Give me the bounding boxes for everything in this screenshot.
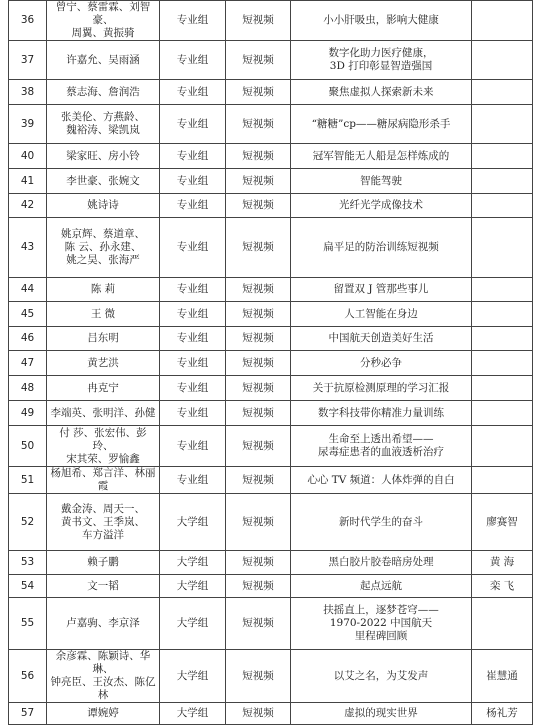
row-group: 专业组 [160, 467, 226, 494]
row-advisor [472, 467, 533, 494]
row-type: 短视频 [226, 351, 291, 376]
row-authors: 文一韬 [47, 575, 160, 598]
row-authors: 李世豪、张婉文 [47, 169, 160, 194]
row-title: 智能驾驶 [291, 169, 472, 194]
row-group: 专业组 [160, 426, 226, 467]
table-row [9, 494, 533, 551]
row-type: 短视频 [226, 1, 291, 41]
row-title: 扶摇直上，逐梦苍穹—— 1970-2022 中国航天 里程碑回顾 [291, 598, 472, 650]
table-row [9, 376, 533, 401]
row-title: 留置双 J 管那些事儿 [291, 278, 472, 302]
row-type: 短视频 [226, 494, 291, 551]
row-title: 分秒必争 [291, 351, 472, 376]
table-row [9, 302, 533, 327]
row-group: 专业组 [160, 327, 226, 351]
row-title: 虚拟的现实世界 [291, 703, 472, 725]
table-row [9, 194, 533, 218]
row-group: 专业组 [160, 169, 226, 194]
row-title: 新时代学生的奋斗 [291, 494, 472, 551]
row-number: 37 [9, 41, 47, 80]
row-authors: 陈 莉 [47, 278, 160, 302]
row-title: 生命至上透出希望—— 尿毒症患者的血液透析治疗 [291, 426, 472, 467]
row-group: 专业组 [160, 401, 226, 426]
table-row [9, 327, 533, 351]
row-title: 数字化助力医疗健康， 3D 打印彰显智造强国 [291, 41, 472, 80]
row-title: 人工智能在身边 [291, 302, 472, 327]
row-advisor: 栾 飞 [472, 575, 533, 598]
row-number: 55 [9, 598, 47, 650]
row-type: 短视频 [226, 327, 291, 351]
row-authors: 余彦霖、陈颖诗、华琳、 钟亮臣、王汝杰、陈亿林 [47, 650, 160, 703]
row-title: 黑白胶片胶卷暗房处理 [291, 551, 472, 575]
row-authors: 许嘉允、吴雨涵 [47, 41, 160, 80]
row-authors: 赖子鹏 [47, 551, 160, 575]
row-number: 51 [9, 467, 47, 494]
row-title: 扁平足的防治训练短视频 [291, 218, 472, 278]
row-advisor [472, 426, 533, 467]
row-authors: 杨旭希、郑言洋、林丽霞 [47, 467, 160, 494]
row-advisor: 黄 海 [472, 551, 533, 575]
row-number: 48 [9, 376, 47, 401]
row-type: 短视频 [226, 278, 291, 302]
row-type: 短视频 [226, 598, 291, 650]
row-group: 大学组 [160, 598, 226, 650]
row-number: 40 [9, 144, 47, 169]
row-authors: 张美伦、方燕龄、 魏裕涛、梁凯岚 [47, 105, 160, 144]
table-row [9, 551, 533, 575]
row-authors: 付 莎、张宏伟、彭 玲、 宋其荣、罗愉鑫 [47, 426, 160, 467]
row-type: 短视频 [226, 41, 291, 80]
row-number: 42 [9, 194, 47, 218]
row-advisor: 杨礼芳 [472, 703, 533, 725]
row-type: 短视频 [226, 302, 291, 327]
row-type: 短视频 [226, 218, 291, 278]
row-title: 关于抗原检测原理的学习汇报 [291, 376, 472, 401]
row-number: 54 [9, 575, 47, 598]
row-type: 短视频 [226, 650, 291, 703]
row-group: 大学组 [160, 575, 226, 598]
table-row [9, 1, 533, 41]
table-row [9, 41, 533, 80]
row-authors: 李端英、张明洋、孙健 [47, 401, 160, 426]
row-type: 短视频 [226, 376, 291, 401]
row-group: 专业组 [160, 302, 226, 327]
table-row [9, 105, 533, 144]
table-row [9, 401, 533, 426]
row-number: 50 [9, 426, 47, 467]
row-authors: 卢嘉驹、李京泽 [47, 598, 160, 650]
row-type: 短视频 [226, 467, 291, 494]
award-table [8, 0, 533, 725]
row-type: 短视频 [226, 105, 291, 144]
award-list-sheet [8, 0, 532, 725]
row-authors: 蔡志海、詹润浩 [47, 80, 160, 105]
table-row [9, 144, 533, 169]
row-type: 短视频 [226, 194, 291, 218]
row-authors: 黄艺洪 [47, 351, 160, 376]
row-advisor [472, 401, 533, 426]
row-type: 短视频 [226, 80, 291, 105]
table-body [9, 1, 533, 725]
row-advisor [472, 41, 533, 80]
row-advisor [472, 218, 533, 278]
row-type: 短视频 [226, 575, 291, 598]
row-number: 44 [9, 278, 47, 302]
row-group: 专业组 [160, 80, 226, 105]
row-authors: 谭婉婷 [47, 703, 160, 725]
row-title: 小小肝吸虫，影响大健康 [291, 1, 472, 41]
row-advisor [472, 376, 533, 401]
table-row [9, 703, 533, 725]
row-advisor [472, 598, 533, 650]
row-advisor: 崔慧通 [472, 650, 533, 703]
row-advisor [472, 169, 533, 194]
row-number: 47 [9, 351, 47, 376]
row-title: 聚焦虚拟人探索新未来 [291, 80, 472, 105]
row-group: 大学组 [160, 494, 226, 551]
row-group: 专业组 [160, 376, 226, 401]
row-group: 专业组 [160, 194, 226, 218]
table-row [9, 351, 533, 376]
row-number: 41 [9, 169, 47, 194]
row-number: 57 [9, 703, 47, 725]
table-row [9, 598, 533, 650]
row-group: 大学组 [160, 703, 226, 725]
row-type: 短视频 [226, 401, 291, 426]
table-row [9, 426, 533, 467]
row-group: 专业组 [160, 144, 226, 169]
row-group: 专业组 [160, 351, 226, 376]
row-authors: 姚诗诗 [47, 194, 160, 218]
row-advisor [472, 80, 533, 105]
row-group: 大学组 [160, 551, 226, 575]
row-title: 数字科技带你精准力量训练 [291, 401, 472, 426]
row-number: 45 [9, 302, 47, 327]
table-row [9, 575, 533, 598]
row-type: 短视频 [226, 169, 291, 194]
row-group: 专业组 [160, 41, 226, 80]
table-row [9, 278, 533, 302]
row-title: 中国航天创造美好生活 [291, 327, 472, 351]
row-advisor: 廖赛智 [472, 494, 533, 551]
row-authors: 吕东明 [47, 327, 160, 351]
row-advisor [472, 327, 533, 351]
row-advisor [472, 105, 533, 144]
row-authors: 戴金涛、周天一、 黄书文、王季岚、 车方溢洋 [47, 494, 160, 551]
row-advisor [472, 302, 533, 327]
row-authors: 王 微 [47, 302, 160, 327]
row-group: 专业组 [160, 278, 226, 302]
row-advisor [472, 194, 533, 218]
row-group: 专业组 [160, 1, 226, 41]
table-row [9, 467, 533, 494]
row-type: 短视频 [226, 426, 291, 467]
row-authors: 冉克宁 [47, 376, 160, 401]
row-authors: 曾宁、蔡雷霖、刘智豪、 周翼、黄振骑 [47, 1, 160, 41]
row-advisor [472, 144, 533, 169]
row-title: 以艾之名，为艾发声 [291, 650, 472, 703]
row-advisor [472, 278, 533, 302]
row-group: 大学组 [160, 650, 226, 703]
row-type: 短视频 [226, 551, 291, 575]
table-row [9, 218, 533, 278]
row-number: 49 [9, 401, 47, 426]
row-number: 39 [9, 105, 47, 144]
row-number: 38 [9, 80, 47, 105]
row-type: 短视频 [226, 703, 291, 725]
row-title: 起点远航 [291, 575, 472, 598]
table-row [9, 80, 533, 105]
row-title: 心心 TV 频道：人体炸弹的自白 [291, 467, 472, 494]
row-advisor [472, 1, 533, 41]
row-group: 专业组 [160, 105, 226, 144]
row-type: 短视频 [226, 144, 291, 169]
row-authors: 梁家旺、房小铃 [47, 144, 160, 169]
row-number: 36 [9, 1, 47, 41]
table-row [9, 169, 533, 194]
row-advisor [472, 351, 533, 376]
row-title: 冠军智能无人船是怎样炼成的 [291, 144, 472, 169]
row-number: 52 [9, 494, 47, 551]
row-authors: 姚京辉、蔡道章、 陈 云、孙永建、 姚之昊、张海严 [47, 218, 160, 278]
row-number: 53 [9, 551, 47, 575]
row-number: 43 [9, 218, 47, 278]
row-number: 56 [9, 650, 47, 703]
row-title: 光纤光学成像技术 [291, 194, 472, 218]
table-row [9, 650, 533, 703]
row-number: 46 [9, 327, 47, 351]
row-title: “糖糖”cp——糖尿病隐形杀手 [291, 105, 472, 144]
row-group: 专业组 [160, 218, 226, 278]
